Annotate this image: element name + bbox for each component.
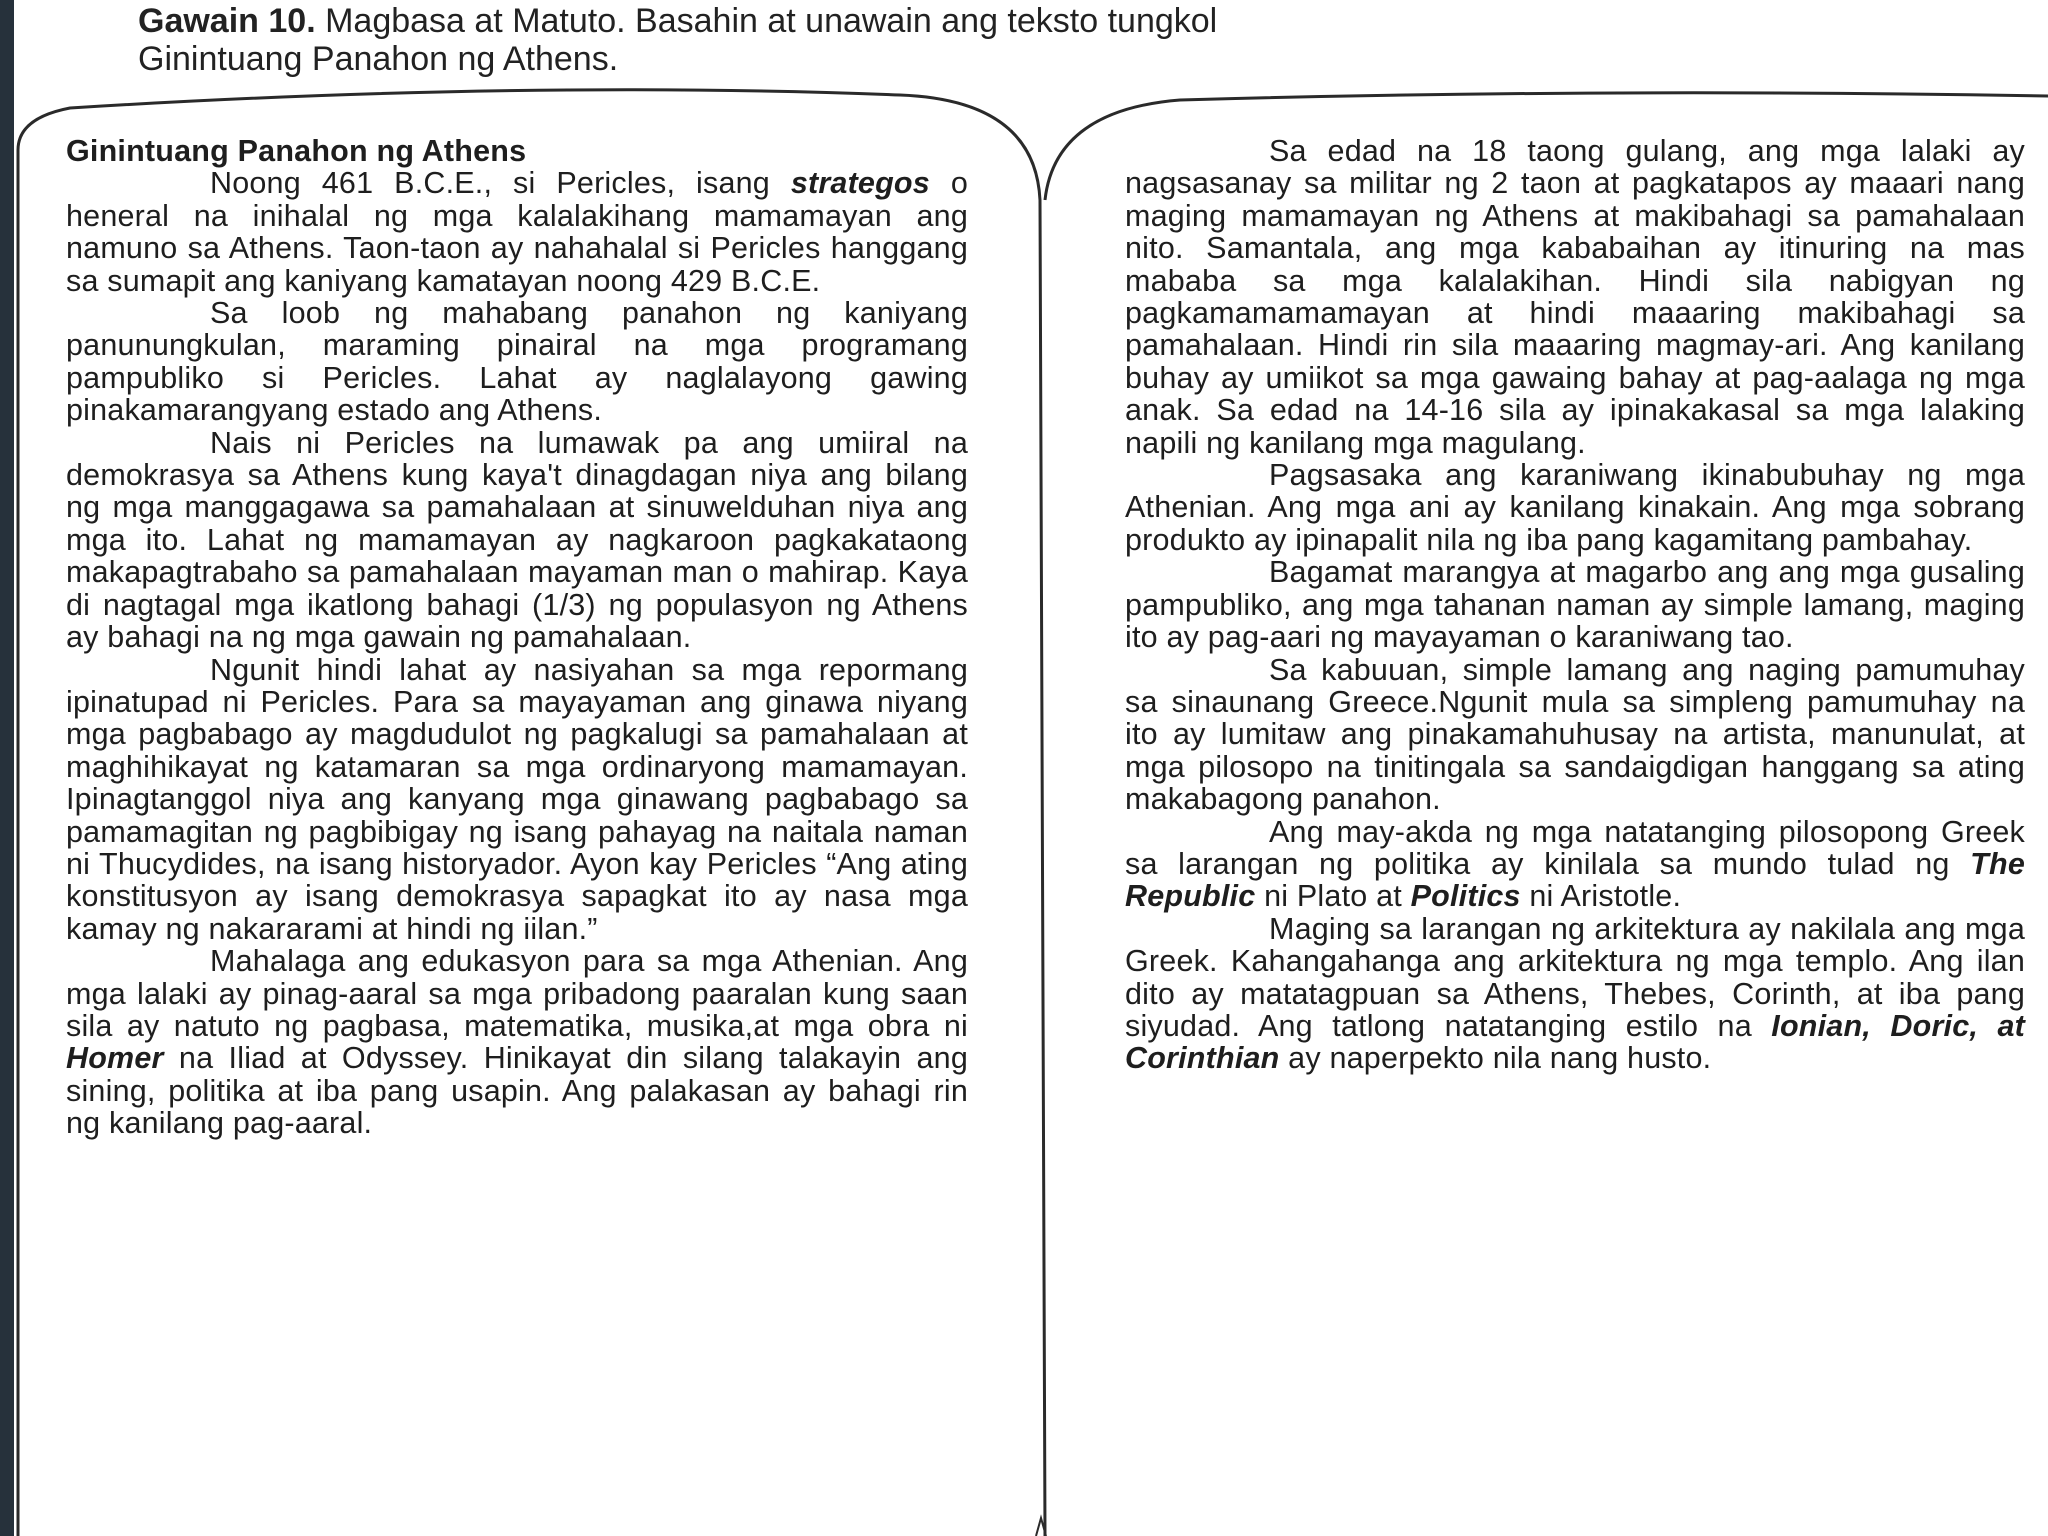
paragraph-architecture [1125, 913, 2025, 1075]
paragraph-simple-life: Sa kabuuan, simple lamang ang naging pamumuhay sa sinaunang Greece.Ngunit mula sa simpleng pamumuhay na ito ay lumitaw ang pinakamahuhusay na artista, manunulat, at mga pilosopo na tinitingala sa sandaigdigan hanggang sa ating makabagong panahon. [1125, 652, 2025, 817]
activity-header [138, 2, 1738, 78]
text-run: na Iliad at Odyssey. Hinikayat din silang talakayin ang sining, politika at iba pang usapin. Ang palakasan ay bahagi rin ng kanilang pag-aaral. [66, 1041, 968, 1141]
paragraph-democracy: Nais ni Pericles na lumawak pa ang umiiral na demokrasya sa Athens kung kaya't dinagdagan niya ang bilang ng mga manggagawa sa pamahalaan at sinuwelduhan niya ang mga ito. Lahat ng mamamayan ay nagkaroon pagkakataong makapagtrabaho sa pamahalaan mayaman man o mahirap. Kaya di nagtagal mga ikatlong bahagi (1/3) ng populasyon ng Athens ay bahagi na ng mga gawain ng pamahalaan. [66, 425, 968, 655]
term-architectural-styles: Ionian, Doric, at Corinthian [1125, 1008, 2025, 1076]
left-text-column [66, 135, 968, 1140]
term-strategos: strategos [790, 166, 930, 201]
text-run: Ang may-akda ng mga natatanging pilosopong Greek sa larangan ng politika ay kinilala sa mundo tulad ng [1125, 814, 2025, 881]
paragraph-pericles-intro [66, 167, 968, 297]
text-run: ni Plato at [1255, 879, 1411, 914]
paragraph-military-women: Sa edad na 18 taong gulang, ang mga lalaki ay nagsasanay sa militar ng 2 taon at pagkatapos ay maaari nang maging mamamayan ng Athens at makibahagi sa pamahalaan nito. Samantala, ang mga kababaihan ay itinuring na mas mababa sa mga kalalakihan. Hindi sila nabigyan ng pagkamamamamayan at hindi maaaring makibahagi sa pamahalaan. Hindi rin sila maaaring magmay-ari. Ang kanilang buhay ay umiikot sa mga gawaing bahay at pag-aalaga ng mga anak. Sa edad na 14-16 sila ay ipinakakasal sa mga lalaking napili ng kanilang mga magulang. [1125, 134, 2025, 460]
term-the-republic: The Republic [1125, 846, 2025, 914]
text-run: ni Aristotle. [1520, 879, 1682, 914]
term-politics: Politics [1410, 879, 1521, 914]
fold-mark [1036, 1518, 1046, 1536]
header-line-1 [138, 2, 1738, 40]
term-homer: Homer [66, 1041, 164, 1076]
activity-instruction: Magbasa at Matuto. Basahin at unawain ang teksto tungkol [315, 2, 1218, 40]
text-run: Maging sa larangan ng arkitektura ay nakilala ang mga Greek. Kahangahanga ang arkitektura ng mga templo. Ang ilan dito ay matatagpuan sa Athens, Thebes, Corinth, at iba pang siyudad. Ang tatlong natatanging estilo na [1125, 911, 2025, 1043]
paragraph-philosophy [1125, 816, 2025, 913]
left-edge-bar [0, 0, 14, 1536]
paragraph-houses: Bagamat marangya at magarbo ang ang mga gusaling pampubliko, ang mga tahanan naman ay simple lamang, maging ito ay pag-aari ng mayayaman o karaniwang tao. [1125, 555, 2025, 655]
text-run: Noong 461 B.C.E., si Pericles, isang [210, 166, 791, 201]
text-run: Mahalaga ang edukasyon para sa mga Athenian. Ang mga lalaki ay pinag-aaral sa mga pribadong paaralan kung saan sila ay natuto ng pagbasa, matematika, musika,at mga obra ni [66, 944, 968, 1043]
header-line-2: Ginintuang Panahon ng Athens. [138, 40, 619, 78]
paragraph-public-programs: Sa loob ng mahabang panahon ng kaniyang panunungkulan, maraming pinairal na mga programang pampubliko si Pericles. Lahat ay naglalayong gawing pinakamarangyang estado ang Athens. [66, 296, 968, 428]
paragraph-farming: Pagsasaka ang karaniwang ikinabubuhay ng mga Athenian. Ang mga ani ay kanilang kinakain. Ang mga sobrang produkto ay ipinapalit nila ng iba pang kagamitang pambahay. [1125, 458, 2025, 557]
paragraph-education [66, 945, 968, 1139]
activity-label: Gawain 10. [138, 2, 316, 40]
text-run: o heneral na inihalal ng mga kalalakihang mamamayan ang namuno sa Athens. Taon-taon ay nahahalal si Pericles hanggang sa sumapit ang kaniyang kamatayan noong 429 B.C.E. [66, 166, 968, 298]
text-run: ay naperpekto nila nang husto. [1279, 1041, 1712, 1076]
article-title: Ginintuang Panahon ng Athens [66, 134, 527, 168]
right-text-column [1125, 135, 2025, 1075]
paragraph-reforms: Ngunit hindi lahat ay nasiyahan sa mga repormang ipinatupad ni Pericles. Para sa mayayaman ang ginawa niyang mga pagbabago ay magdudulot ng pagkalugi sa pamahalaan at maghihikayat ng katamaran sa mga ordinaryong mamamayan. Ipinagtanggol niya ang kanyang mga ginawang pagbabago sa pamamagitan ng pagbibigay ng isang pahayag na naitala naman ni Thucydides, na isang historyador. Ayon kay Pericles “Ang ating konstitusyon ay isang demokrasya sapagkat ito ay nasa mga kamay ng nakararami at hindi ng iilan.” [66, 652, 968, 946]
